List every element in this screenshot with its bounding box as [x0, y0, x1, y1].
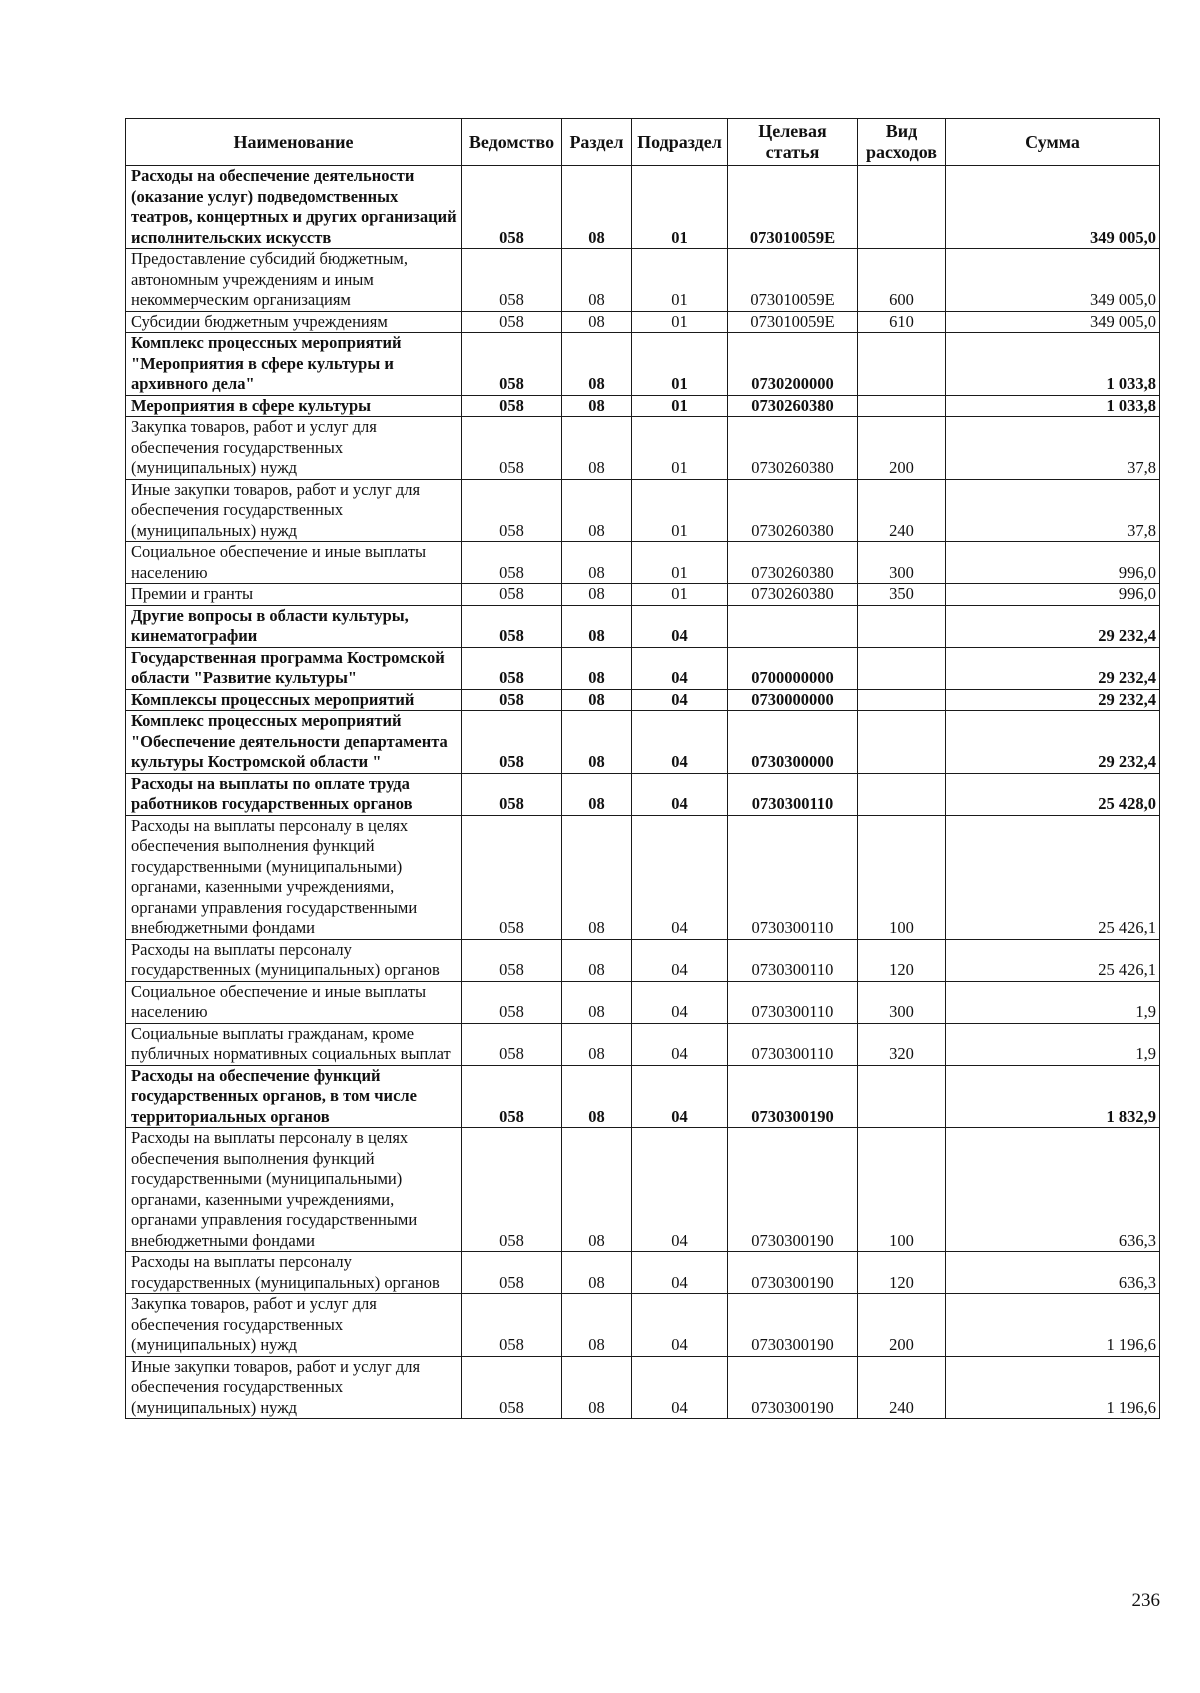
row-name-cell: Предоставление субсидий бюджетным, автономным учреждениям и иным некоммерческим организациям — [126, 249, 462, 312]
row-dept-cell: 058 — [462, 1252, 562, 1294]
row-sum-cell: 37,8 — [946, 479, 1160, 542]
row-section-cell: 08 — [562, 1294, 632, 1357]
row-article-cell: 0730200000 — [728, 333, 858, 396]
row-kind-cell: 600 — [858, 249, 946, 312]
row-dept-cell: 058 — [462, 981, 562, 1023]
row-name-cell: Расходы на выплаты персоналу в целях обеспечения выполнения функций государственными (муниципальными) органами, казенными учреждениями, органами управления государственными внебюджетными фондами — [126, 1128, 462, 1252]
table-row — [126, 939, 1160, 981]
row-dept-cell: 058 — [462, 542, 562, 584]
table-row — [126, 1065, 1160, 1128]
row-subsection-cell: 04 — [632, 1252, 728, 1294]
row-sum-cell: 1 033,8 — [946, 395, 1160, 417]
row-article-cell: 0730300110 — [728, 1023, 858, 1065]
row-kind-cell: 240 — [858, 479, 946, 542]
row-name-cell: Расходы на обеспечение функций государственных органов, в том числе территориальных органов — [126, 1065, 462, 1128]
row-name-cell: Иные закупки товаров, работ и услуг для обеспечения государственных (муниципальных) нужд — [126, 479, 462, 542]
row-section-cell: 08 — [562, 711, 632, 774]
row-sum-cell: 349 005,0 — [946, 311, 1160, 333]
row-kind-cell: 300 — [858, 542, 946, 584]
row-section-cell: 08 — [562, 395, 632, 417]
row-kind-cell: 610 — [858, 311, 946, 333]
row-dept-cell: 058 — [462, 333, 562, 396]
row-article-cell: 0730260380 — [728, 542, 858, 584]
row-section-cell: 08 — [562, 605, 632, 647]
row-sum-cell: 636,3 — [946, 1128, 1160, 1252]
row-dept-cell: 058 — [462, 605, 562, 647]
row-kind-cell: 120 — [858, 939, 946, 981]
row-kind-cell: 120 — [858, 1252, 946, 1294]
header-article: Целевая статья — [728, 119, 858, 166]
row-section-cell: 08 — [562, 417, 632, 480]
row-sum-cell: 25 426,1 — [946, 939, 1160, 981]
row-section-cell: 08 — [562, 479, 632, 542]
row-article-cell — [728, 605, 858, 647]
row-sum-cell: 349 005,0 — [946, 166, 1160, 249]
row-article-cell: 0730300190 — [728, 1294, 858, 1357]
row-subsection-cell: 04 — [632, 647, 728, 689]
table-row — [126, 1252, 1160, 1294]
row-dept-cell: 058 — [462, 1128, 562, 1252]
table-row — [126, 647, 1160, 689]
page-number: 236 — [1131, 1590, 1160, 1611]
table-row — [126, 981, 1160, 1023]
row-name-cell: Закупка товаров, работ и услуг для обеспечения государственных (муниципальных) нужд — [126, 417, 462, 480]
row-section-cell: 08 — [562, 939, 632, 981]
row-subsection-cell: 04 — [632, 1128, 728, 1252]
row-dept-cell: 058 — [462, 1356, 562, 1419]
row-subsection-cell: 01 — [632, 333, 728, 396]
row-section-cell: 08 — [562, 333, 632, 396]
row-subsection-cell: 04 — [632, 773, 728, 815]
row-article-cell: 0730300190 — [728, 1128, 858, 1252]
row-section-cell: 08 — [562, 584, 632, 606]
row-section-cell: 08 — [562, 249, 632, 312]
budget-table — [125, 118, 1160, 1419]
table-row — [126, 689, 1160, 711]
row-name-cell: Социальные выплаты гражданам, кроме публичных нормативных социальных выплат — [126, 1023, 462, 1065]
row-sum-cell: 1 196,6 — [946, 1294, 1160, 1357]
row-sum-cell: 1 033,8 — [946, 333, 1160, 396]
row-sum-cell: 349 005,0 — [946, 249, 1160, 312]
row-section-cell: 08 — [562, 647, 632, 689]
row-article-cell: 0730260380 — [728, 395, 858, 417]
table-row — [126, 311, 1160, 333]
row-sum-cell: 636,3 — [946, 1252, 1160, 1294]
row-dept-cell: 058 — [462, 815, 562, 939]
table-row — [126, 479, 1160, 542]
row-sum-cell: 996,0 — [946, 542, 1160, 584]
row-section-cell: 08 — [562, 311, 632, 333]
row-article-cell: 0730260380 — [728, 417, 858, 480]
row-name-cell: Комплексы процессных мероприятий — [126, 689, 462, 711]
table-row — [126, 395, 1160, 417]
row-sum-cell: 29 232,4 — [946, 711, 1160, 774]
row-article-cell: 0730300190 — [728, 1065, 858, 1128]
row-subsection-cell: 04 — [632, 981, 728, 1023]
row-subsection-cell: 01 — [632, 479, 728, 542]
row-section-cell: 08 — [562, 689, 632, 711]
row-subsection-cell: 04 — [632, 1356, 728, 1419]
row-name-cell: Комплекс процессных мероприятий "Обеспечение деятельности департамента культуры Костромской области " — [126, 711, 462, 774]
row-subsection-cell: 04 — [632, 689, 728, 711]
row-kind-cell: 200 — [858, 417, 946, 480]
row-subsection-cell: 04 — [632, 605, 728, 647]
row-name-cell: Мероприятия в сфере культуры — [126, 395, 462, 417]
row-dept-cell: 058 — [462, 249, 562, 312]
header-dept: Ведомство — [462, 119, 562, 166]
row-name-cell: Субсидии бюджетным учреждениям — [126, 311, 462, 333]
row-section-cell: 08 — [562, 981, 632, 1023]
row-dept-cell: 058 — [462, 395, 562, 417]
row-article-cell: 0730300110 — [728, 815, 858, 939]
row-name-cell: Расходы на выплаты по оплате труда работников государственных органов — [126, 773, 462, 815]
row-subsection-cell: 01 — [632, 311, 728, 333]
row-dept-cell: 058 — [462, 711, 562, 774]
row-sum-cell: 1 196,6 — [946, 1356, 1160, 1419]
row-subsection-cell: 01 — [632, 417, 728, 480]
row-dept-cell: 058 — [462, 689, 562, 711]
row-article-cell: 0730000000 — [728, 689, 858, 711]
row-section-cell: 08 — [562, 166, 632, 249]
row-kind-cell — [858, 1065, 946, 1128]
row-kind-cell — [858, 689, 946, 711]
row-sum-cell: 1,9 — [946, 1023, 1160, 1065]
row-kind-cell: 240 — [858, 1356, 946, 1419]
row-sum-cell: 996,0 — [946, 584, 1160, 606]
row-name-cell: Закупка товаров, работ и услуг для обеспечения государственных (муниципальных) нужд — [126, 1294, 462, 1357]
row-article-cell: 0730300000 — [728, 711, 858, 774]
row-article-cell: 073010059Е — [728, 249, 858, 312]
row-dept-cell: 058 — [462, 584, 562, 606]
table-row — [126, 333, 1160, 396]
table-row — [126, 773, 1160, 815]
header-subsection: Подраздел — [632, 119, 728, 166]
row-subsection-cell: 01 — [632, 166, 728, 249]
header-section: Раздел — [562, 119, 632, 166]
row-name-cell: Социальное обеспечение и иные выплаты населению — [126, 542, 462, 584]
row-kind-cell: 300 — [858, 981, 946, 1023]
row-sum-cell: 29 232,4 — [946, 605, 1160, 647]
row-name-cell: Расходы на выплаты персоналу государственных (муниципальных) органов — [126, 939, 462, 981]
header-name: Наименование — [126, 119, 462, 166]
row-dept-cell: 058 — [462, 1023, 562, 1065]
table-row — [126, 417, 1160, 480]
row-dept-cell: 058 — [462, 1294, 562, 1357]
row-name-cell: Расходы на выплаты персоналу государственных (муниципальных) органов — [126, 1252, 462, 1294]
row-dept-cell: 058 — [462, 479, 562, 542]
row-dept-cell: 058 — [462, 773, 562, 815]
row-kind-cell — [858, 647, 946, 689]
row-kind-cell: 100 — [858, 1128, 946, 1252]
row-name-cell: Социальное обеспечение и иные выплаты населению — [126, 981, 462, 1023]
row-section-cell: 08 — [562, 1356, 632, 1419]
row-article-cell: 073010059Е — [728, 311, 858, 333]
row-article-cell: 0730260380 — [728, 584, 858, 606]
row-kind-cell — [858, 395, 946, 417]
table-body — [126, 166, 1160, 1419]
row-section-cell: 08 — [562, 773, 632, 815]
table-header-row — [126, 119, 1160, 166]
table-row — [126, 542, 1160, 584]
row-article-cell: 0730300110 — [728, 981, 858, 1023]
row-dept-cell: 058 — [462, 1065, 562, 1128]
row-article-cell: 0730260380 — [728, 479, 858, 542]
row-dept-cell: 058 — [462, 166, 562, 249]
table-row — [126, 1128, 1160, 1252]
row-name-cell: Государственная программа Костромской области "Развитие культуры" — [126, 647, 462, 689]
table-row — [126, 1023, 1160, 1065]
row-dept-cell: 058 — [462, 417, 562, 480]
row-sum-cell: 1 832,9 — [946, 1065, 1160, 1128]
row-kind-cell — [858, 711, 946, 774]
row-kind-cell: 200 — [858, 1294, 946, 1357]
row-sum-cell: 29 232,4 — [946, 647, 1160, 689]
row-sum-cell: 25 428,0 — [946, 773, 1160, 815]
row-kind-cell: 350 — [858, 584, 946, 606]
row-kind-cell — [858, 773, 946, 815]
row-subsection-cell: 04 — [632, 1023, 728, 1065]
row-kind-cell — [858, 605, 946, 647]
row-dept-cell: 058 — [462, 647, 562, 689]
row-sum-cell: 1,9 — [946, 981, 1160, 1023]
row-sum-cell: 29 232,4 — [946, 689, 1160, 711]
header-kind: Вид расходов — [858, 119, 946, 166]
row-section-cell: 08 — [562, 1128, 632, 1252]
row-subsection-cell: 04 — [632, 1065, 728, 1128]
row-subsection-cell: 01 — [632, 584, 728, 606]
row-subsection-cell: 01 — [632, 249, 728, 312]
row-article-cell: 073010059Е — [728, 166, 858, 249]
table-row — [126, 1356, 1160, 1419]
row-dept-cell: 058 — [462, 311, 562, 333]
row-article-cell: 0730300110 — [728, 939, 858, 981]
table-row — [126, 815, 1160, 939]
row-section-cell: 08 — [562, 1252, 632, 1294]
table-row — [126, 166, 1160, 249]
row-subsection-cell: 01 — [632, 542, 728, 584]
row-dept-cell: 058 — [462, 939, 562, 981]
row-article-cell: 0700000000 — [728, 647, 858, 689]
row-sum-cell: 25 426,1 — [946, 815, 1160, 939]
row-article-cell: 0730300190 — [728, 1252, 858, 1294]
row-subsection-cell: 04 — [632, 939, 728, 981]
row-section-cell: 08 — [562, 1065, 632, 1128]
table-row — [126, 1294, 1160, 1357]
table-row — [126, 249, 1160, 312]
row-subsection-cell: 04 — [632, 711, 728, 774]
row-name-cell: Расходы на выплаты персоналу в целях обеспечения выполнения функций государственными (муниципальными) органами, казенными учреждениями, органами управления государственными внебюджетными фондами — [126, 815, 462, 939]
row-name-cell: Другие вопросы в области культуры, кинематографии — [126, 605, 462, 647]
row-section-cell: 08 — [562, 1023, 632, 1065]
row-subsection-cell: 04 — [632, 1294, 728, 1357]
row-kind-cell: 320 — [858, 1023, 946, 1065]
row-article-cell: 0730300190 — [728, 1356, 858, 1419]
row-subsection-cell: 01 — [632, 395, 728, 417]
row-subsection-cell: 04 — [632, 815, 728, 939]
row-name-cell: Комплекс процессных мероприятий "Мероприятия в сфере культуры и архивного дела" — [126, 333, 462, 396]
row-name-cell: Иные закупки товаров, работ и услуг для обеспечения государственных (муниципальных) нужд — [126, 1356, 462, 1419]
table-row — [126, 605, 1160, 647]
row-name-cell: Премии и гранты — [126, 584, 462, 606]
row-name-cell: Расходы на обеспечение деятельности (оказание услуг) подведомственных театров, концертных и других организаций исполнительских искусств — [126, 166, 462, 249]
row-section-cell: 08 — [562, 815, 632, 939]
header-sum: Сумма — [946, 119, 1160, 166]
row-section-cell: 08 — [562, 542, 632, 584]
row-sum-cell: 37,8 — [946, 417, 1160, 480]
row-article-cell: 0730300110 — [728, 773, 858, 815]
table-row — [126, 711, 1160, 774]
row-kind-cell: 100 — [858, 815, 946, 939]
row-kind-cell — [858, 333, 946, 396]
table-row — [126, 584, 1160, 606]
row-kind-cell — [858, 166, 946, 249]
